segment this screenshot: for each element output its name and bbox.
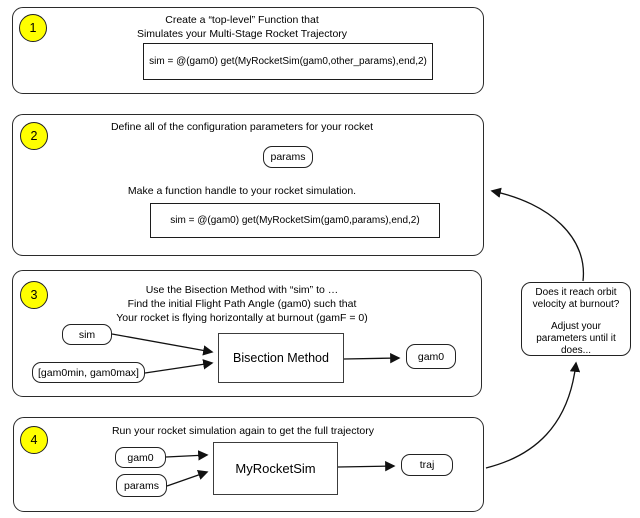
step3-input-range-label: [gam0min, gam0max] [38,366,139,379]
step3-number: 3 [30,288,38,302]
step4-output-traj-pill [401,454,453,476]
step4-input-gam0-pill [115,447,166,468]
step2-title: Define all of the configuration parameters for your rocket [110,121,374,133]
step2-code-text: sim = @(gam0) get(MyRocketSim(gam0,params),end,2) [170,215,420,226]
step4-number: 4 [30,433,38,447]
myrocketsim-block [213,442,338,495]
step4-input-params-pill [116,474,167,497]
step3-title-line2: Find the initial Flight Path Angle (gam0) such that [127,298,357,310]
step3-title-line3: Your rocket is flying horizontally at burnout (gamF = 0) [116,312,368,324]
bisection-method-label: Bisection Method [233,351,329,365]
step2-code-box [150,203,440,238]
step1-code-text: sim = @(gam0) get(MyRocketSim(gam0,other_params),end,2) [149,56,427,67]
step4-number-badge [20,426,48,454]
step3-number-badge [20,281,48,309]
step2-params-pill [263,146,313,168]
step2-number-badge [20,122,48,150]
feedback-line2: velocity at burnout? [532,299,620,310]
step4-input-gam0-label: gam0 [127,451,154,464]
step4-output-traj-label: traj [419,459,435,471]
step1-code-box [143,43,433,80]
feedback-line3: Adjust your [550,321,602,332]
step3-input-range-pill [32,362,145,383]
feedback-gap [522,311,630,321]
step1-number: 1 [29,21,37,35]
step1-title-line2: Simulates your Multi-Stage Rocket Trajectory [136,27,348,40]
step2-params-label: params [270,151,306,163]
feedback-line5: does... [560,345,592,356]
arrow-step4-to-feedback [486,363,576,468]
feedback-line4: parameters until it [536,333,616,344]
step1-number-badge [19,14,47,42]
step1-title [12,14,472,41]
step4-input-params-label: params [123,479,159,492]
step3-output-gam0-label: gam0 [417,350,445,363]
step2-number: 2 [30,129,38,143]
step2-subtitle: Make a function handle to your rocket simulation. [127,185,357,197]
step3-title-line1: Use the Bisection Method with “sim” to … [145,284,339,296]
step3-input-sim-label: sim [78,328,96,341]
step1-title-line1: Create a “top-level” Function that [165,14,319,26]
feedback-line1: Does it reach orbit [535,287,617,298]
arrow-feedback-to-step2 [492,191,583,281]
step4-title: Run your rocket simulation again to get the full trajectory [111,425,375,437]
bisection-method-block [218,333,344,383]
myrocketsim-label: MyRocketSim [235,461,316,476]
step3-output-gam0-pill [406,344,456,369]
step3-title [12,283,472,325]
step3-input-sim-pill [62,324,112,345]
feedback-loop-box [521,282,631,356]
